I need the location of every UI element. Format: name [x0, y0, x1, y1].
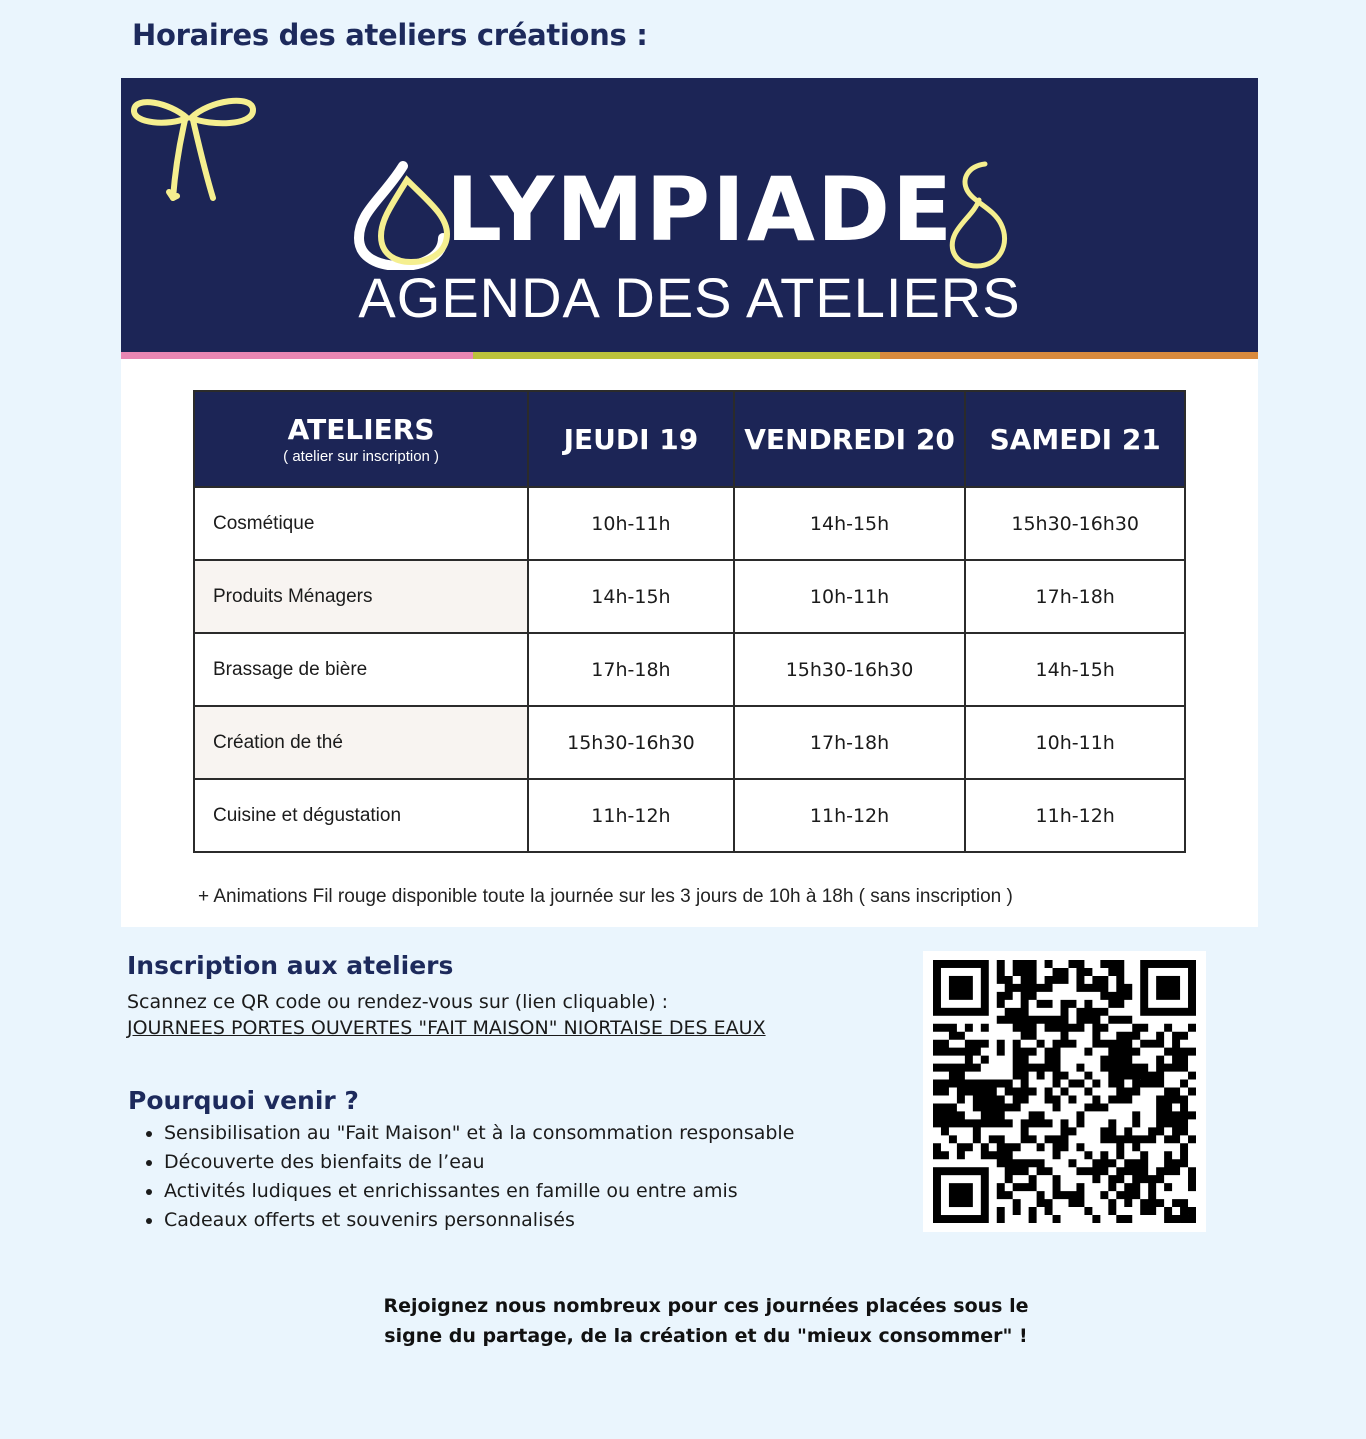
table-row — [194, 560, 1185, 633]
table-row — [194, 487, 1185, 560]
atelier-name: Création de thé — [194, 706, 528, 779]
list-item: • Cadeaux offerts et souvenirs personnalisés — [164, 1206, 794, 1235]
agenda-card — [121, 78, 1258, 927]
time-cell: 14h-15h — [965, 633, 1185, 706]
schedule-footnote: + Animations Fil rouge disponible toute la journée sur les 3 jours de 10h à 18h ( sans inscription ) — [198, 886, 1013, 907]
header-samedi: SAMEDI 21 — [965, 391, 1185, 487]
pourquoi-heading: Pourquoi venir ? — [128, 1086, 359, 1115]
table-header-row — [194, 391, 1185, 487]
time-cell: 10h-11h — [965, 706, 1185, 779]
inscription-text: Scannez ce QR code ou rendez-vous sur (lien cliquable) : — [127, 991, 669, 1013]
olympiades-logo — [351, 160, 1051, 270]
time-cell: 17h-18h — [965, 560, 1185, 633]
time-cell: 17h-18h — [528, 633, 733, 706]
table-row — [194, 633, 1185, 706]
table-row — [194, 706, 1185, 779]
time-cell: 15h30-16h30 — [965, 487, 1185, 560]
closing-line-1: Rejoignez nous nombreux pour ces journées placées sous le — [383, 1295, 1029, 1317]
time-cell: 10h-11h — [528, 487, 733, 560]
time-cell: 14h-15h — [528, 560, 733, 633]
time-cell: 14h-15h — [734, 487, 966, 560]
header-ateliers — [194, 391, 528, 487]
qr-code-icon — [933, 960, 1196, 1223]
water-drop-s-icon — [941, 160, 1011, 272]
inscription-link[interactable]: JOURNEES PORTES OUVERTES "FAIT MAISON" NIORTAISE DES EAUX — [127, 1017, 766, 1039]
header-ateliers-label: ATELIERS — [287, 413, 435, 446]
time-cell: 11h-12h — [734, 779, 966, 852]
closing-line-2: signe du partage, de la création et du "mieux consommer" ! — [384, 1325, 1028, 1347]
banner-subtitle: AGENDA DES ATELIERS — [358, 266, 1021, 329]
atelier-name: Cosmétique — [194, 487, 528, 560]
qr-code[interactable] — [923, 951, 1206, 1232]
stripe-pink — [121, 352, 473, 359]
list-item: • Découverte des bienfaits de l’eau — [164, 1148, 794, 1177]
atelier-name: Cuisine et dégustation — [194, 779, 528, 852]
time-cell: 11h-12h — [965, 779, 1185, 852]
inscription-heading: Inscription aux ateliers — [127, 951, 454, 980]
header-vendredi: VENDREDI 20 — [734, 391, 966, 487]
time-cell: 15h30-16h30 — [528, 706, 733, 779]
header-ateliers-sub: ( atelier sur inscription ) — [283, 448, 440, 465]
reasons-list — [124, 1119, 794, 1235]
banner — [121, 78, 1258, 352]
header-jeudi: JEUDI 19 — [528, 391, 733, 487]
stripe-orange — [880, 352, 1258, 359]
water-drop-o-icon — [351, 160, 461, 270]
schedule-table — [193, 390, 1186, 853]
ribbon-bow-icon — [129, 96, 259, 206]
time-cell: 10h-11h — [734, 560, 966, 633]
atelier-name: Brassage de bière — [194, 633, 528, 706]
stripe-olive — [473, 352, 880, 359]
logo-word: LYMPIADE — [446, 158, 955, 261]
atelier-name: Produits Ménagers — [194, 560, 528, 633]
closing-message — [346, 1291, 1066, 1351]
list-item: • Activités ludiques et enrichissantes en famille ou entre amis — [164, 1177, 794, 1206]
time-cell: 17h-18h — [734, 706, 966, 779]
list-item: • Sensibilisation au "Fait Maison" et à la consommation responsable — [164, 1119, 794, 1148]
page-title: Horaires des ateliers créations : — [132, 18, 648, 52]
table-row — [194, 779, 1185, 852]
time-cell: 15h30-16h30 — [734, 633, 966, 706]
time-cell: 11h-12h — [528, 779, 733, 852]
